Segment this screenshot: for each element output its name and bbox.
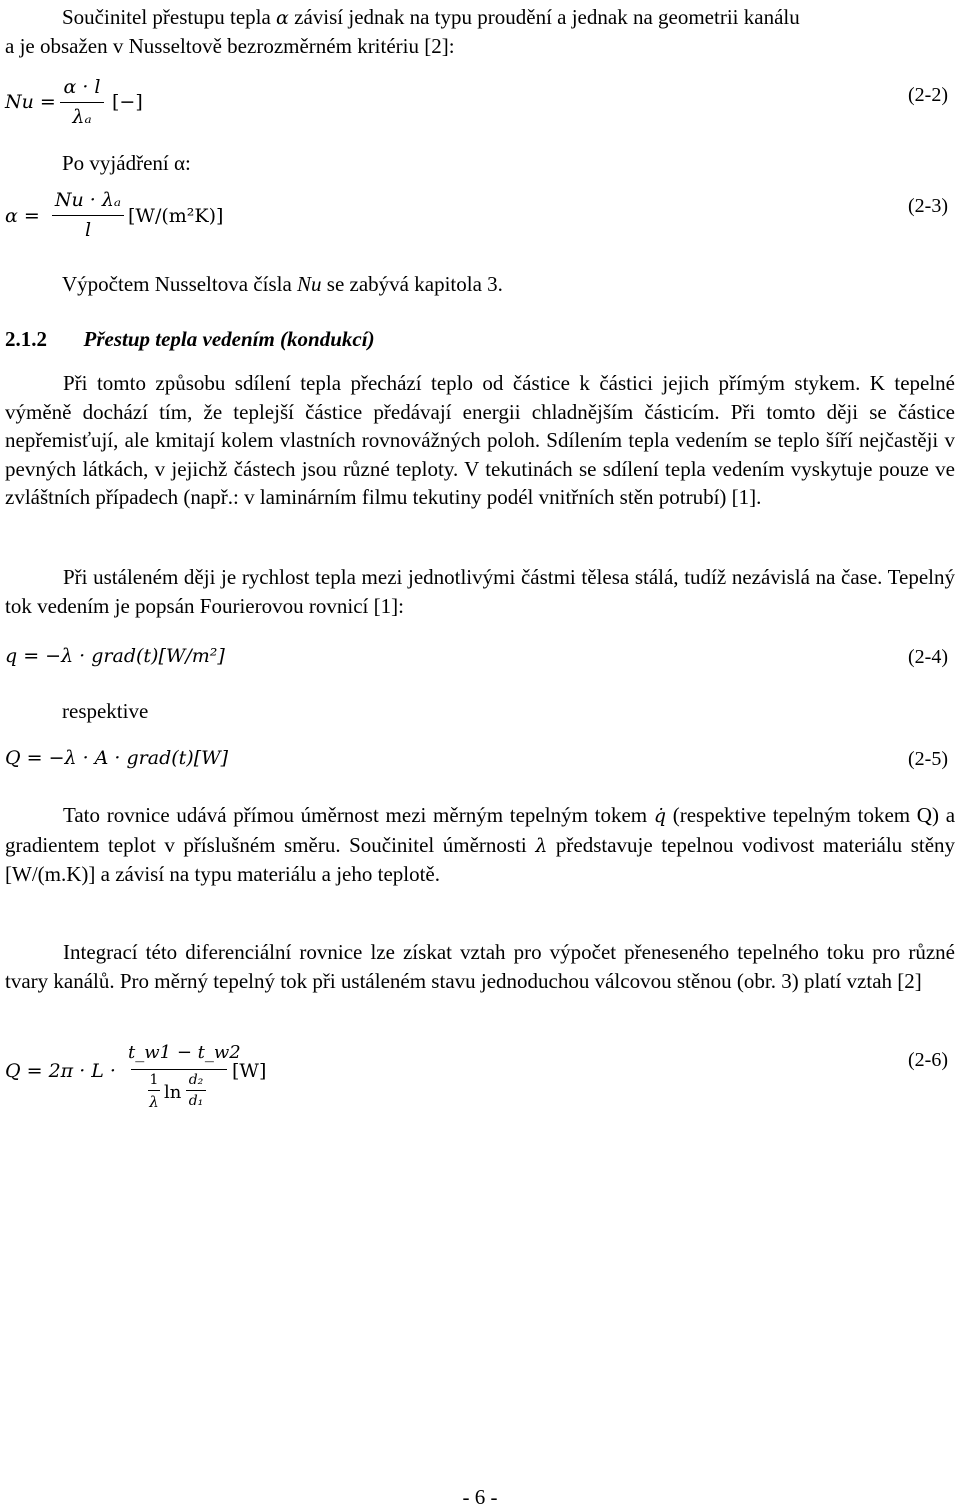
eq22-lhs: Nu = [5,91,56,113]
fourier-text-c: představuje tepelnou vodivost materiálu stěny [W/(m.K)] a závisí na typu materiálu a jeho teplotě. [5,832,956,886]
eq26-ln: ln [164,1082,182,1103]
eq25-expression: Q = −λ · A · grad(t)[W] [5,747,229,769]
lambda-symbol: λ [535,834,548,857]
heat-flux-symbol: q̇ [653,805,667,827]
intro-text-a: Součinitel přestupu tepla [62,5,271,29]
eq23-number: (2-3) [908,195,948,217]
nusselt-symbol: Nu [297,272,322,296]
intro-text-b: závisí jednak na typu proudění a jednak na geometrii kanálu [294,5,800,29]
eq26-ln-fraction-bar [186,1090,206,1091]
nusselt-note [62,270,503,298]
fourier-text-b: (respektive tepelným tokem Q) a gradientem teplot v příslušném směru. Součinitel úměrnosti [5,803,956,857]
section-number: 2.1.2 [5,327,47,351]
expression-label-text: Po vyjádření α: [62,151,191,175]
eq22-denominator: λₐ [72,106,92,128]
eq23-denominator: l [84,219,92,241]
eq26-number: (2-6) [908,1049,948,1071]
eq22-numerator: α · l [63,76,101,98]
eq23-unit: [W/(m²K)] [128,205,224,227]
respektive-label: respektive [62,699,149,723]
eq22-fraction-bar [60,102,104,103]
eq23-fraction-bar [52,215,124,216]
intro-line-2: a je obsažen v Nusseltově bezrozměrném kritériu [2]: [5,34,455,58]
eq26-inner-fraction-bar [148,1090,160,1091]
eq26-lhs: Q = 2π · L · [5,1060,116,1082]
page-number: - 6 - [462,1485,498,1509]
eq23-lhs: α = [5,205,40,227]
section-heading [5,327,375,352]
eq26-ln-numerator: d₂ [188,1072,204,1088]
eq26-numerator: t_w1 − t_w2 [128,1042,241,1063]
paragraph-fourier [5,801,955,889]
eq22-unit: [−] [112,91,143,113]
eq26-inner-numerator: 1 [149,1072,159,1088]
eq22-number: (2-2) [908,84,948,106]
intro-line-1 [62,3,800,32]
nusselt-note-a: Výpočtem Nusseltova čísla [62,272,292,296]
fourier-text-a: Tato rovnice udává přímou úměrnost mezi měrným tepelným tokem [63,803,648,827]
paragraph-integration: Integrací této diferenciální rovnice lze získat vztah pro výpočet přeneseného tepelného toku pro různé tvary kanálů. Pro měrný tepelný tok při ustáleném stavu jednoduchou válcovou stěnou (obr. 3) platí vztah [2] [5,940,955,993]
eq23-numerator: Nu · λₐ [54,189,122,211]
alpha-symbol: α [276,7,289,29]
eq26-fraction-bar [131,1069,227,1070]
eq26-ln-denominator: d₁ [188,1093,204,1109]
expression-label [62,149,191,177]
paragraph-conduction: Při tomto způsobu sdílení tepla přechází teplo od částice k částici jejich přímým stykem. K tepelné výměně dochází tím, že teplejší částice předávají energii chladnějším částicím. Při tomto ději se částice nepřemisťují, ale kmitají kolem vlastních rovnovážných poloh. Sdílením tepla vedením se teplo šíří nejčastěji v pevných látkách, v jejichž částech jsou různé teploty. V tekutinách se sdílení tepla vedením vyskytuje pouze ve zvláštních případech (např.: v laminárním filmu tekutiny podél vnitřních stěn potrubí) [1]. [5,371,955,509]
eq26-unit: [W] [232,1060,267,1082]
paragraph-steady-state: Při ustáleném ději je rychlost tepla mezi jednotlivými částmi tělesa stálá, tudíž nezávislá na čase. Tepelný tok vedením je popsán Fourierovou rovnicí [1]: [5,565,955,618]
nusselt-note-b: se zabývá kapitola 3. [326,272,503,296]
eq24-number: (2-4) [908,646,948,668]
section-title: Přestup tepla vedením (kondukcí) [83,327,375,351]
eq24-expression: q = −λ · grad(t)[W/m²] [5,645,225,667]
eq26-inner-denominator: λ [149,1093,159,1111]
eq25-number: (2-5) [908,748,948,770]
